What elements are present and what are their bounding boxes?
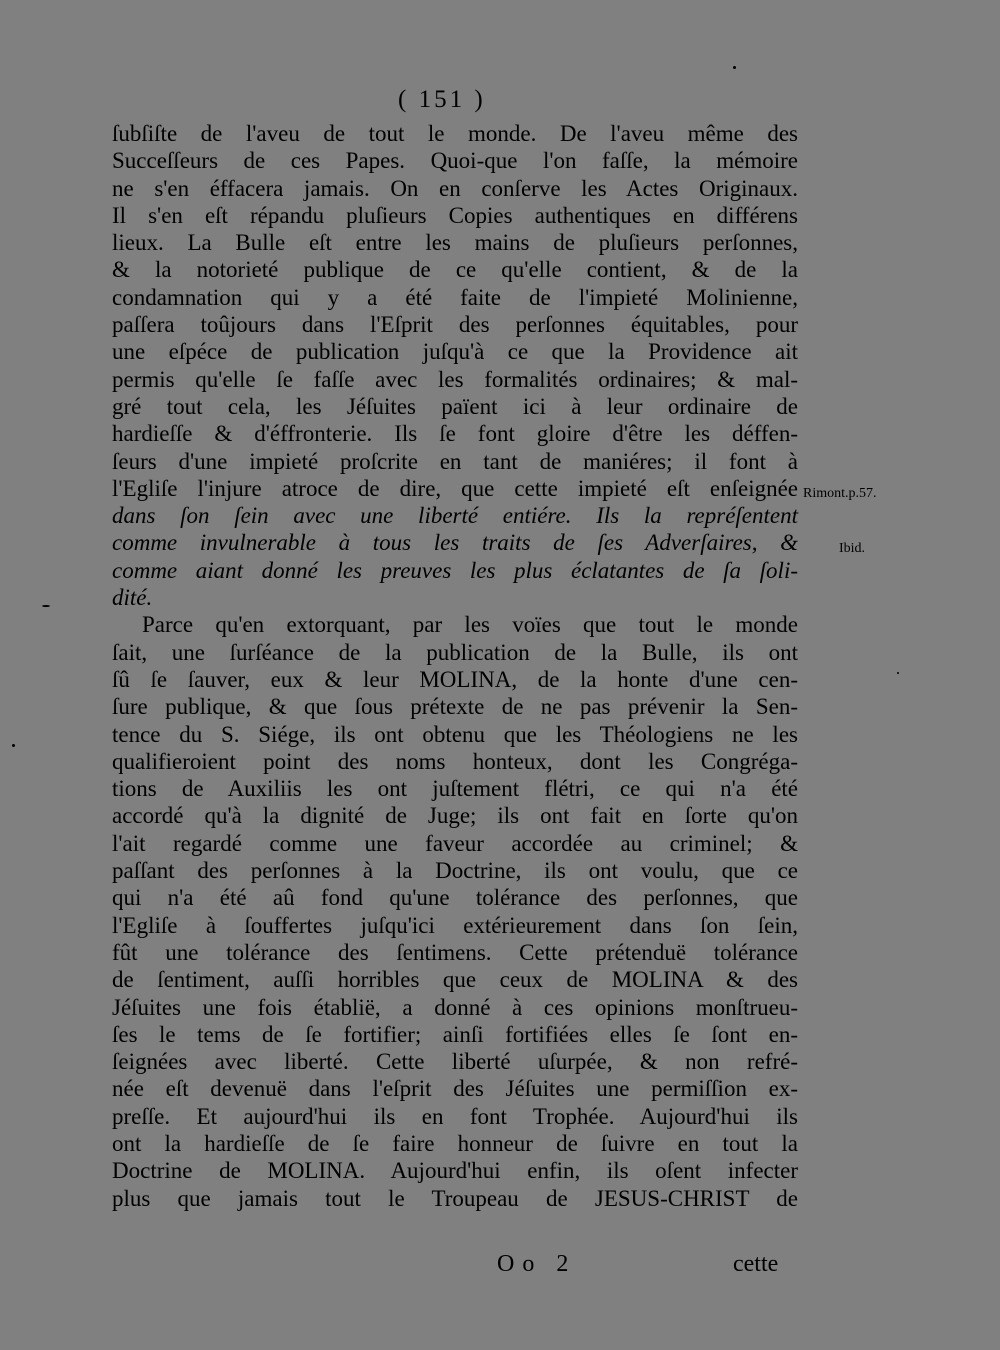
margin-note-reference: Rimont.p.57.	[803, 486, 877, 501]
paragraph-2	[112, 611, 798, 1212]
text-line: ont la hardieſſe de ſe faire honneur de ſuivre en tout la	[112, 1130, 798, 1156]
text-line: comme invulnerable à tous les traits de ſes Adverſaires, &	[112, 530, 798, 556]
text-line: de ſentiment, auſſi horribles que ceux de MOLINA & des	[112, 967, 798, 993]
ink-speck	[733, 66, 736, 69]
text-line: l'Egliſe l'injure atroce de dire, que cette impieté eſt enſeignée	[112, 475, 798, 501]
text-line: qualifieroient point des noms honteux, dont les Congréga-	[112, 748, 798, 774]
text-line: ſû ſe ſauver, eux & leur MOLINA, de la honte d'une cen-	[112, 666, 798, 692]
text-line: ne s'en éffacera jamais. On en conſerve les Actes Originaux.	[112, 175, 798, 201]
text-line: condamnation qui y a été faite de l'impieté Molinienne,	[112, 284, 798, 310]
ink-speck	[12, 744, 15, 747]
text-line: ſeignées avec liberté. Cette liberté uſurpée, & non refré-	[112, 1049, 798, 1075]
text-line: l'Egliſe à ſouffertes juſqu'ici extérieurement dans ſon ſein,	[112, 912, 798, 938]
text-line: fût une tolérance des ſentimens. Cette prétenduë tolérance	[112, 939, 798, 965]
text-line: une eſpéce de publication juſqu'à ce que la Providence ait	[112, 339, 798, 365]
text-line: paſſera toûjours dans l'Eſprit des perſonnes équitables, pour	[112, 312, 798, 338]
text-line: Doctrine de MOLINA. Aujourd'hui enfin, ils oſent infecter	[112, 1158, 798, 1184]
text-line: Succeſſeurs de ces Papes. Quoi-que l'on faſſe, la mémoire	[112, 148, 798, 174]
text-line: tions de Auxiliis les ont juſtement flétri, ce qui n'a été	[112, 776, 798, 802]
text-line: Jéſuites une fois établië, a donné à ces opinions monſtrueu-	[112, 994, 798, 1020]
text-line: dité.	[112, 585, 153, 611]
text-line: hardieſſe & d'éffronterie. Ils ſe font gloire d'être les déffen-	[112, 421, 798, 447]
text-line: Parce qu'en extorquant, par les voïes que tout le monde	[142, 612, 798, 638]
text-line: ſes le tems de ſe fortifier; ainſi fortifiées elles ſe ſont en-	[112, 1021, 798, 1047]
body-text	[112, 120, 798, 1212]
text-line: l'ait regardé comme une faveur accordée au criminel; &	[112, 830, 798, 856]
text-line: ſubſiſte de l'aveu de tout le monde. De l'aveu même des	[112, 121, 798, 146]
text-line: permis qu'elle ſe faſſe avec les formalités ordinaires; & mal-	[112, 366, 798, 392]
text-line: ſure publique, & que ſous prétexte de ne pas prévenir la Sen-	[112, 694, 798, 720]
ink-speck	[42, 605, 50, 607]
text-line: ſait, une ſurſéance de la publication de la Bulle, ils ont	[112, 639, 798, 665]
text-line: paſſant des perſonnes à la Doctrine, ils ont voulu, que ce	[112, 858, 798, 884]
text-line: lieux. La Bulle eſt entre les mains de pluſieurs perſonnes,	[112, 230, 798, 256]
text-line: gré tout cela, les Jéſuites païent ici à leur ordinaire de	[112, 393, 798, 419]
text-line: née eſt devenuë dans l'eſprit des Jéſuites une permiſſion ex-	[112, 1076, 798, 1102]
text-line: plus que jamais tout le Troupeau de JESUS-CHRIST de	[112, 1185, 798, 1211]
text-line: dans ſon ſein avec une liberté entiére. Ils la repréſentent	[112, 503, 798, 529]
page-number: ( 151 )	[398, 86, 486, 113]
text-line: qui n'a été aû fond qu'une tolérance des perſonnes, que	[112, 885, 798, 911]
text-line: ſeurs d'une impieté proſcrite en tant de maniéres; il font à	[112, 448, 798, 474]
ink-speck	[897, 672, 899, 674]
catchword: cette	[733, 1251, 779, 1277]
text-line: & la notorieté publique de ce qu'elle contient, & de la	[112, 257, 798, 283]
text-line: comme aiant donné les preuves les plus éclatantes de ſa ſoli-	[112, 557, 798, 583]
margin-note-ibid: Ibid.	[839, 541, 866, 556]
text-line: accordé qu'à la dignité de Juge; ils ont fait en ſorte qu'on	[112, 803, 798, 829]
signature-mark: Oo 2	[497, 1251, 577, 1277]
paragraph-1	[112, 120, 798, 611]
text-line: preſſe. Et aujourd'hui ils en font Trophée. Aujourd'hui ils	[112, 1103, 798, 1129]
text-line: tence du S. Siége, ils ont obtenu que les Théologiens ne les	[112, 721, 798, 747]
text-line: Il s'en eſt répandu pluſieurs Copies authentiques en différens	[112, 202, 798, 228]
